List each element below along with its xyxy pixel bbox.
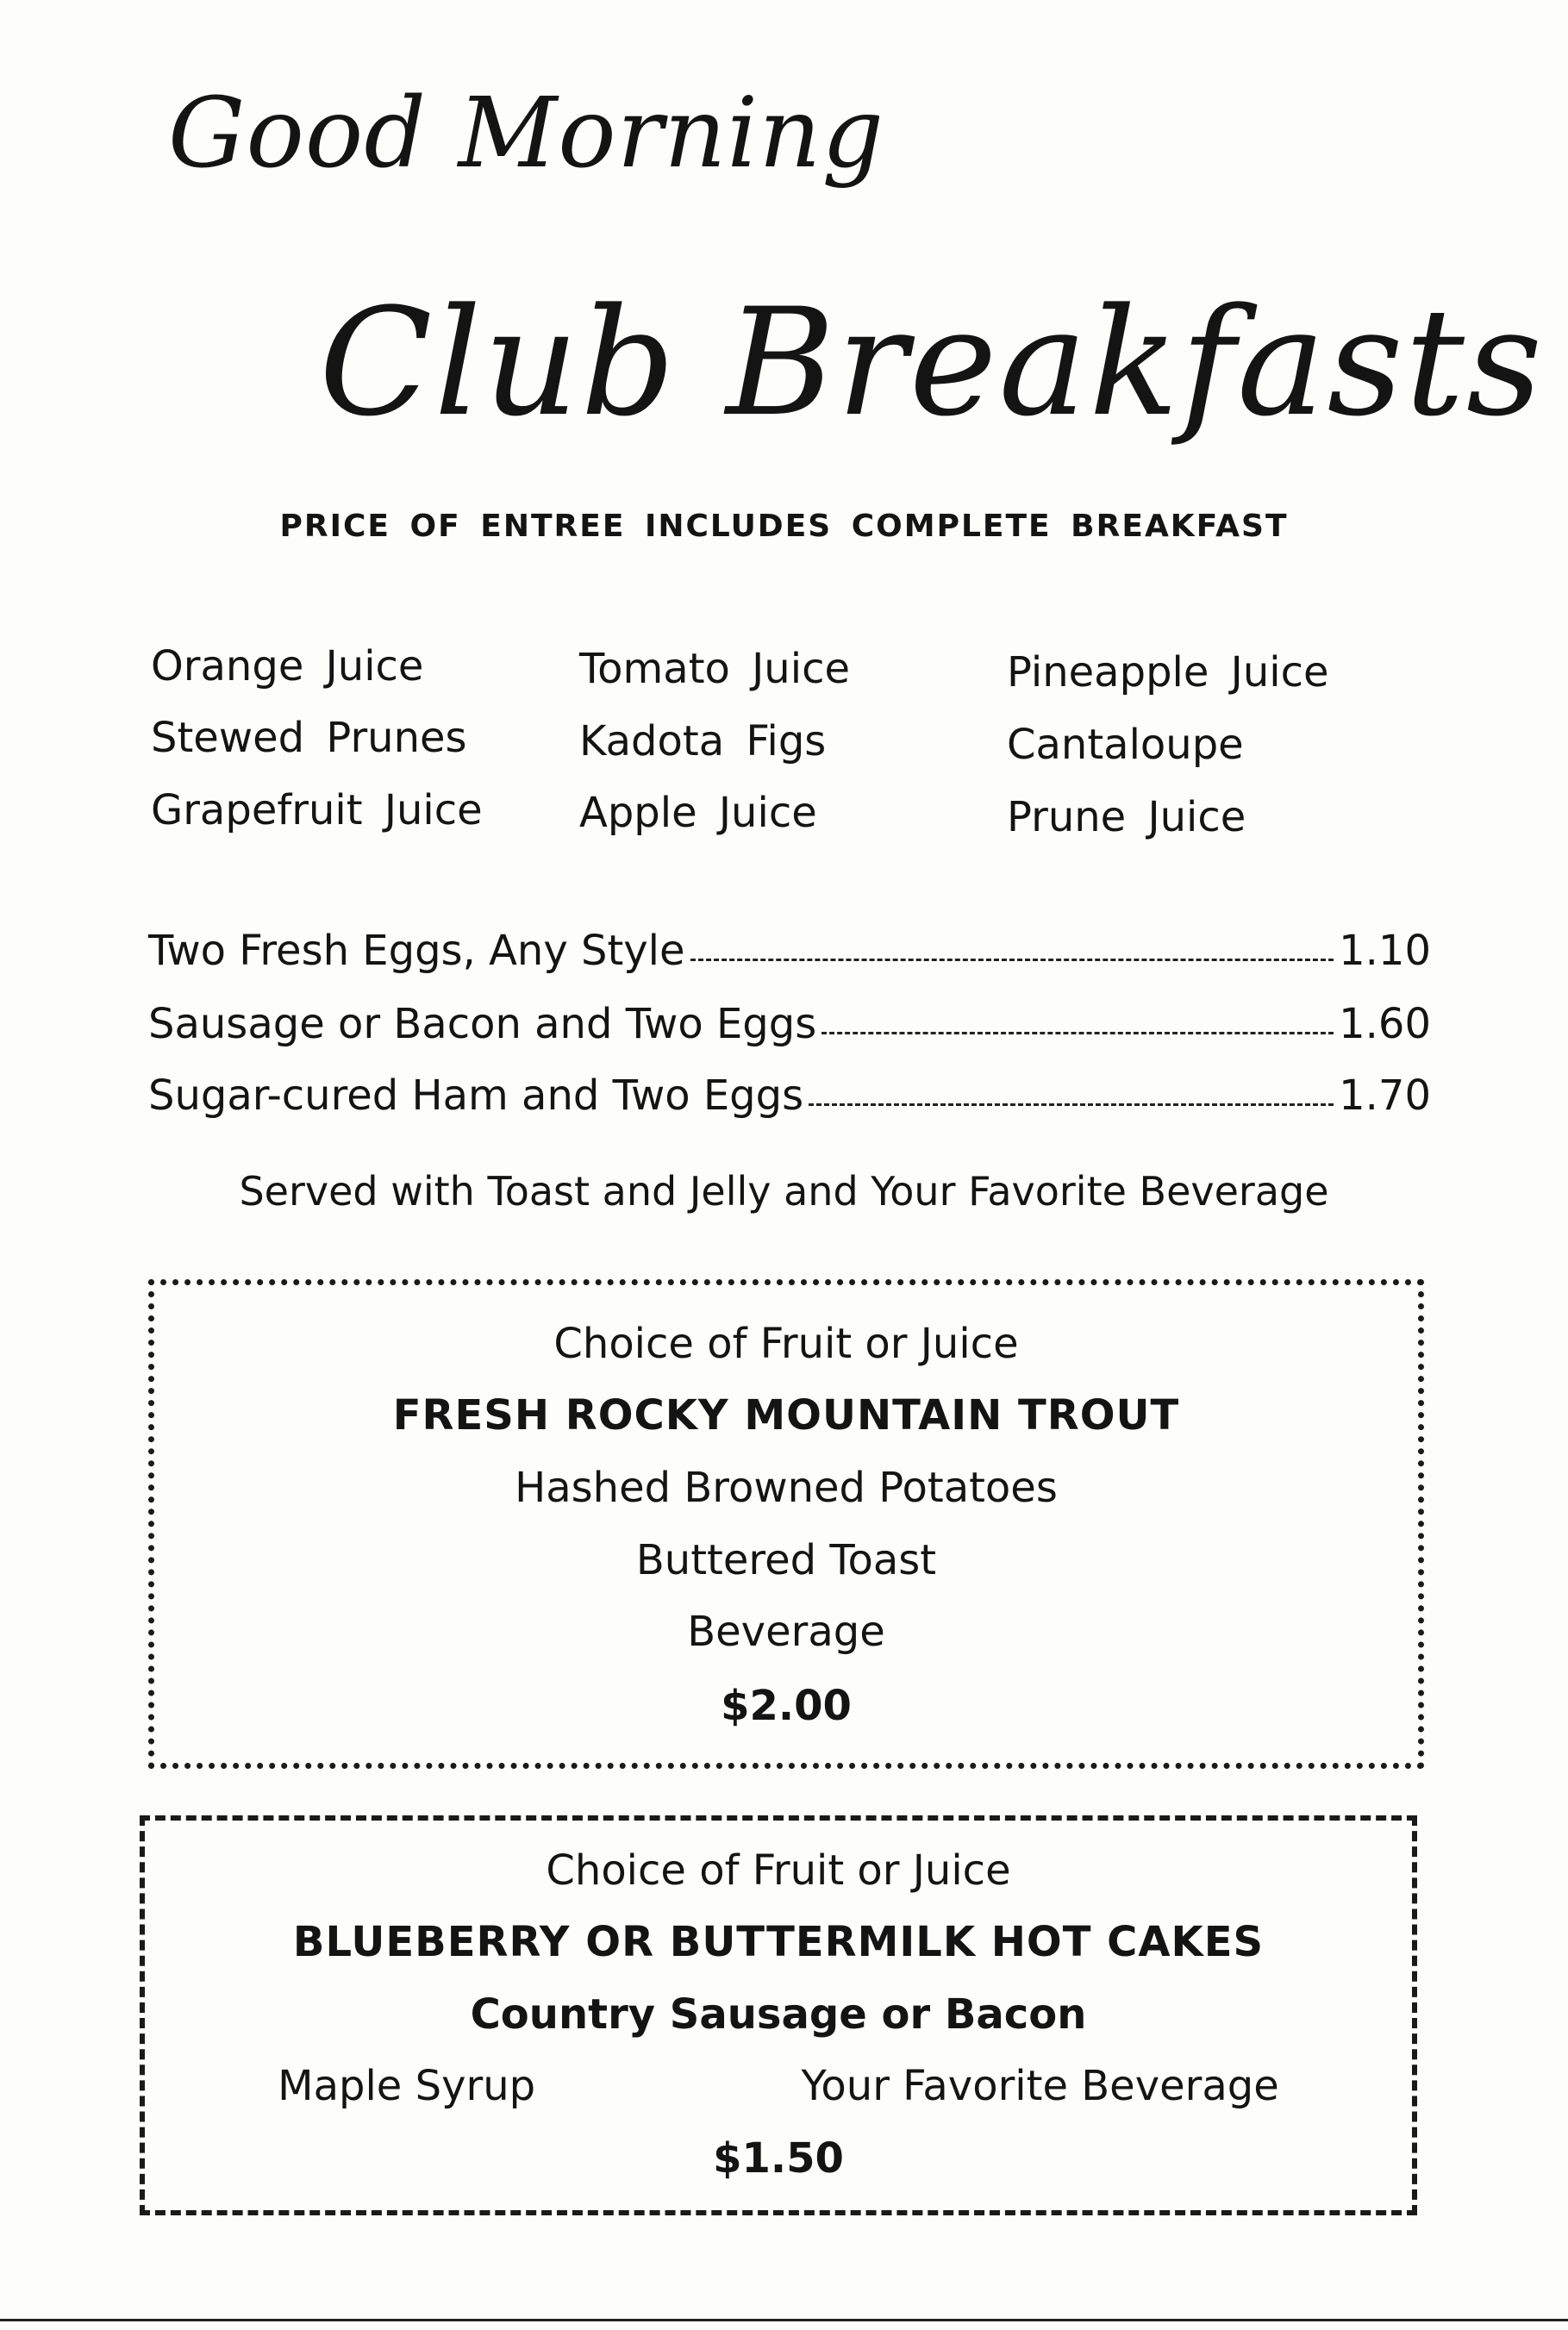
trout-special-box [148,1279,1424,1769]
subtitle: PRICE OF ENTREE INCLUDES COMPLETE BREAKFAST [279,509,1289,544]
item-name: Sugar-cured Ham and Two Eggs [148,1071,804,1120]
juice-item: Stewed Prunes [151,714,467,762]
hotcakes-special-box [140,1815,1417,2215]
page-title: Club Breakfasts [319,276,1545,449]
menu-row [148,927,1431,975]
extra-item: Maple Syrup [278,2062,536,2110]
item-name: Sausage or Bacon and Two Eggs [148,1000,817,1048]
juice-item: Pineapple Juice [1007,648,1329,697]
bottom-rule [0,2319,1568,2321]
leader-dots [809,1103,1334,1106]
choice-line: Choice of Fruit or Juice [553,1320,1019,1368]
meat-choice: Country Sausage or Bacon [470,1990,1087,2039]
juice-item: Grapefruit Juice [151,786,483,834]
juice-item: Tomato Juice [579,645,850,693]
juice-item: Orange Juice [151,642,424,690]
leader-dots [821,1032,1334,1034]
menu-row [148,1000,1431,1048]
side-item: Beverage [687,1608,885,1656]
item-price: 1.10 [1339,927,1431,975]
extras-line [145,2062,1412,2110]
side-item: Buttered Toast [635,1536,937,1584]
item-price: 1.70 [1339,1071,1431,1120]
entree-title: BLUEBERRY OR BUTTERMILK HOT CAKES [292,1918,1265,1966]
choice-line: Choice of Fruit or Juice [546,1846,1011,1895]
side-item: Hashed Browned Potatoes [515,1464,1058,1512]
price: $2.00 [721,1682,852,1730]
item-name: Two Fresh Eggs, Any Style [148,927,685,975]
price: $1.50 [713,2134,844,2183]
juice-item: Apple Juice [579,789,817,837]
menu-row [148,1071,1431,1120]
juice-item: Prune Juice [1007,793,1246,841]
extra-item: Your Favorite Beverage [801,2062,1279,2110]
juice-item: Cantaloupe [1007,721,1244,769]
entree-title: FRESH ROCKY MOUNTAIN TROUT [392,1391,1180,1440]
served-note: Served with Toast and Jelly and Your Favorite Beverage [239,1168,1329,1215]
juice-item: Kadota Figs [579,717,827,765]
item-price: 1.60 [1339,1000,1431,1048]
greeting-heading: Good Morning [168,78,885,190]
leader-dots [690,959,1334,961]
